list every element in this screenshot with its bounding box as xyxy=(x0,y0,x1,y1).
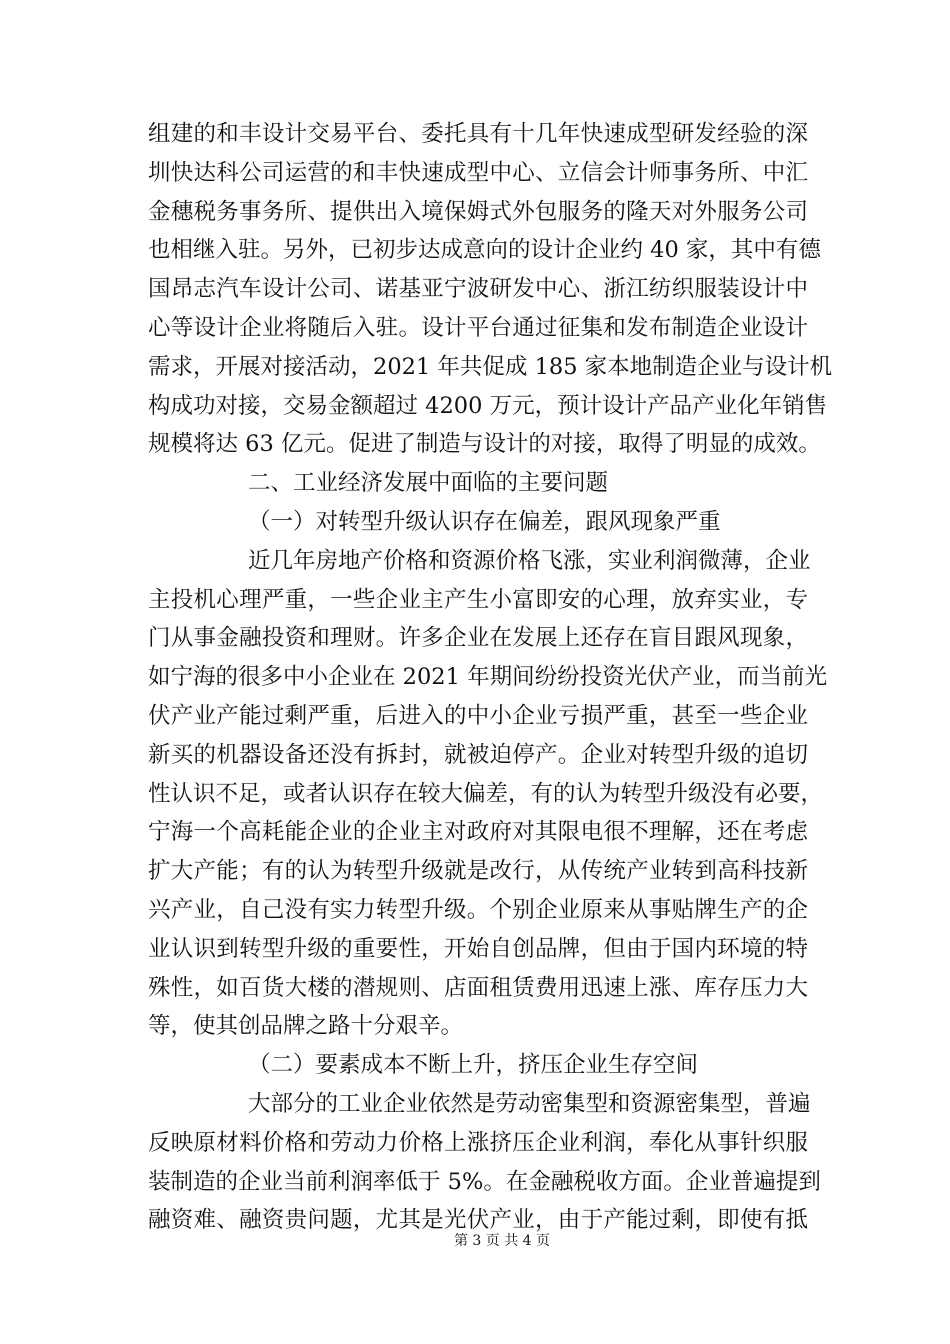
text-line: 也相继入驻。另外，已初步达成意向的设计企业约 40 家，其中有德 xyxy=(148,237,821,264)
section-heading: （一）对转型升级认识存在偏差，跟风现象严重 xyxy=(248,509,721,535)
text-line: 近几年房地产价格和资源价格飞涨，实业利润微薄，企业 xyxy=(248,547,811,574)
text-line: 等，使其创品牌之路十分艰辛。 xyxy=(148,1013,464,1040)
text-line: 构成功对接，交易金额超过 4200 万元，预计设计产品产业化年销售 xyxy=(148,392,828,419)
text-line: 业认识到转型升级的重要性，开始自创品牌，但由于国内环境的特 xyxy=(148,935,808,962)
text-line: 需求，开展对接活动，2021 年共促成 185 家本地制造企业与设计机 xyxy=(148,353,833,380)
text-line: 新买的机器设备还没有拆封，就被迫停产。企业对转型升级的追切 xyxy=(148,741,808,768)
text-line: 门从事金融投资和理财。许多企业在发展上还存在盲目跟风现象， xyxy=(148,625,808,652)
section-heading: （二）要素成本不断上升，挤压企业生存空间 xyxy=(248,1052,699,1079)
text-line: 反映原材料价格和劳动力价格上涨挤压企业利润，奉化从事针织服 xyxy=(148,1129,808,1156)
text-line: 融资难、融资贵问题，尤其是光伏产业，由于产能过剩，即使有抵 xyxy=(148,1207,808,1234)
text-line: 主投机心理严重，一些企业主产生小富即安的心理，放弃实业，专 xyxy=(148,586,808,613)
text-line: 性认识不足，或者认识存在较大偏差，有的认为转型升级没有必要， xyxy=(148,780,824,807)
text-line: 心等设计企业将随后入驻。设计平台通过征集和发布制造企业设计 xyxy=(148,315,808,341)
text-line: 殊性，如百货大楼的潜规则、店面租赁费用迅速上涨、库存压力大 xyxy=(148,974,808,1001)
text-line: 装制造的企业当前利润率低于 5%。在金融税收方面。企业普遍提到 xyxy=(148,1168,821,1195)
text-line: 大部分的工业企业依然是劳动密集型和资源密集型，普遍 xyxy=(248,1091,811,1117)
text-line: 伏产业产能过剩严重，后进入的中小企业亏损严重，甚至一些企业 xyxy=(148,703,808,729)
text-line: 宁海一个高耗能企业的企业主对政府对其限电很不理解，还在考虑 xyxy=(148,819,808,846)
page-footer: 第 3 页 共 4 页 xyxy=(453,1233,551,1249)
text-line: 圳快达科公司运营的和丰快速成型中心、立信会计师事务所、中汇 xyxy=(148,159,808,186)
text-line: 国昂志汽车设计公司、诺基亚宁波研发中心、浙江纺织服装设计中 xyxy=(148,276,808,303)
text-line: 如宁海的很多中小企业在 2021 年期间纷纷投资光伏产业，而当前光 xyxy=(148,664,828,691)
text-line: 扩大产能；有的认为转型升级就是改行，从传统产业转到高科技新 xyxy=(148,858,808,885)
text-line: 金穗税务事务所、提供出入境保姆式外包服务的隆天对外服务公司 xyxy=(148,198,808,225)
text-line: 规模将达 63 亿元。促进了制造与设计的对接，取得了明显的成效。 xyxy=(148,431,821,458)
text-line: 组建的和丰设计交易平台、委托具有十几年快速成型研发经验的深 xyxy=(148,121,808,147)
section-heading: 二、工业经济发展中面临的主要问题 xyxy=(248,470,609,497)
text-line: 兴产业，自己没有实力转型升级。个别企业原来从事贴牌生产的企 xyxy=(148,897,808,923)
